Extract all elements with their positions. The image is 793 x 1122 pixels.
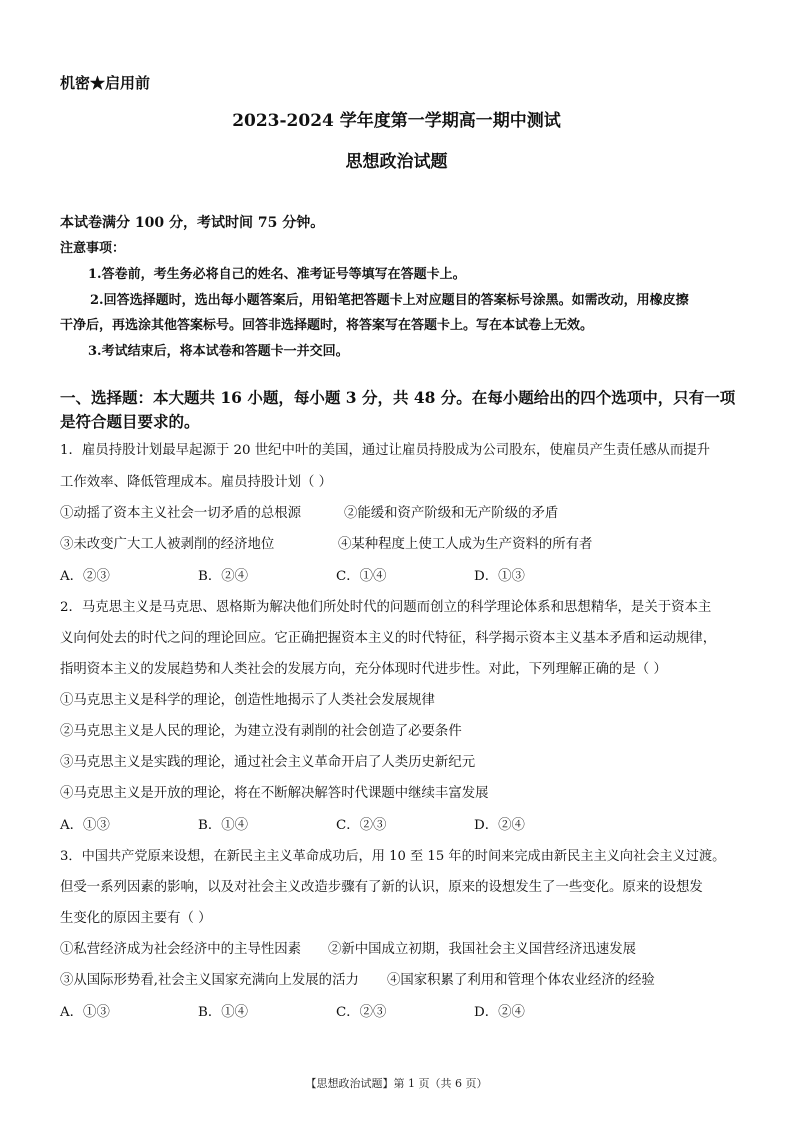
section-heading-line-1: 一、选择题：本大题共 16 小题，每小题 3 分，共 48 分。在每小题给出的四个选项中，只有一项 — [60, 388, 736, 407]
q1-statement-3: ③未改变广大工人被剥削的经济地位 — [60, 537, 275, 552]
q3-answer-options — [60, 1001, 612, 1020]
q3-statement-3: ③从国际形势看,社会主义国家充满向上发展的活力 — [60, 973, 359, 988]
q1-option-b[interactable]: B．②④ — [198, 569, 249, 584]
q1-stem-line-1: 1．雇员持股计划最早起源于 20 世纪中叶的美国，通过让雇员持股成为公司股东，使雇员产生责任感从而提升 — [60, 443, 711, 458]
q2-option-d[interactable]: D．②④ — [474, 818, 525, 833]
q3-stem-line-2: 但受一系列因素的影响，以及对社会主义改造步骤有了新的认识，原来的设想发生了一些变化。原来的设想发 — [60, 880, 703, 895]
q2-stem-line-2: 义向何处去的时代之问的理论回应。它正确把握资本主义的时代特征，科学揭示资本主义基本矛盾和运动规律， — [60, 631, 717, 646]
q3-option-a[interactable]: A．①③ — [60, 1005, 110, 1020]
instruction-2-line-1: 2.回答选择题时，选出每小题答案后，用铅笔把答题卡上对应题目的答案标号涂黑。如需改动，用橡皮擦 — [90, 293, 689, 308]
q1-answer-options — [60, 565, 612, 584]
q1-statement-4: ④某种程度上使工人成为生产资料的所有者 — [338, 537, 593, 552]
instruction-1: 1.答卷前，考生务必将自己的姓名、准考证号等填写在答题卡上。 — [88, 267, 466, 282]
q3-stem-line-3: 生变化的原因主要有（ ） — [60, 911, 212, 926]
exam-info: 本试卷满分 100 分，考试时间 75 分钟。 — [60, 215, 325, 231]
q3-option-c[interactable]: C．②③ — [336, 1005, 387, 1020]
page-footer: 【思想政治试题】第 1 页（共 6 页） — [305, 1077, 488, 1090]
q2-statement-3: ③马克思主义是实践的理论，通过社会主义革命开启了人类历史新纪元 — [60, 755, 476, 770]
q2-option-a[interactable]: A．①③ — [60, 818, 110, 833]
q3-option-d[interactable]: D．②④ — [474, 1005, 525, 1020]
exam-subtitle: 思想政治试题 — [345, 152, 448, 172]
q3-statement-4: ④国家积累了利用和管理个体农业经济的经验 — [387, 973, 655, 988]
q3-option-b[interactable]: B．①④ — [198, 1005, 249, 1020]
q1-statement-1: ①动摇了资本主义社会一切矛盾的总根源 — [60, 506, 302, 521]
instruction-3: 3.考试结束后，将本试卷和答题卡一并交回。 — [88, 344, 349, 359]
q2-option-b[interactable]: B．①④ — [198, 818, 249, 833]
section-heading-line-2: 是符合题目要求的。 — [60, 412, 200, 431]
notice-label: 注意事项： — [60, 241, 126, 256]
q1-option-a[interactable]: A．②③ — [60, 569, 110, 584]
exam-title: 2023-2024 学年度第一学期高一期中测试 — [232, 111, 561, 131]
q2-statement-2: ②马克思主义是人民的理论，为建立没有剥削的社会创造了必要条件 — [60, 724, 462, 739]
q2-statement-1: ①马克思主义是科学的理论，创造性地揭示了人类社会发展规律 — [60, 693, 435, 708]
q1-option-c[interactable]: C．①④ — [336, 569, 387, 584]
q1-stem-line-2: 工作效率、降低管理成本。雇员持股计划（ ） — [60, 475, 333, 490]
q2-option-c[interactable]: C．②③ — [336, 818, 387, 833]
instruction-2-line-2: 干净后，再选涂其他答案标号。回答非选择题时，将答案写在答题卡上。写在本试卷上无效。 — [60, 318, 594, 333]
q2-stem-line-1: 2．马克思主义是马克思、恩格斯为解决他们所处时代的问题而创立的科学理论体系和思想精华，是关于资本主 — [60, 600, 712, 615]
q1-statement-2: ②能缓和资产阶级和无产阶级的矛盾 — [344, 506, 559, 521]
confidential-label: 机密★启用前 — [60, 74, 151, 92]
q3-stem-line-1: 3．中国共产党原来设想，在新民主主义革命成功后，用 10 至 15 年的时间来完成由新民主主义向社会主义过渡。 — [60, 849, 726, 864]
q3-statement-2: ②新中国成立初期，我国社会主义国营经济迅速发展 — [328, 942, 636, 957]
q1-option-d[interactable]: D．①③ — [474, 569, 525, 584]
q2-stem-line-3: 指明资本主义的发展趋势和人类社会的发展方向，充分体现时代进步性。对此，下列理解正确的是（ ） — [60, 662, 667, 677]
q3-statement-1: ①私营经济成为社会经济中的主导性因素 — [60, 942, 302, 957]
q2-answer-options — [60, 814, 612, 833]
q2-statement-4: ④马克思主义是开放的理论，将在不断解决解答时代课题中继续丰富发展 — [60, 786, 489, 801]
